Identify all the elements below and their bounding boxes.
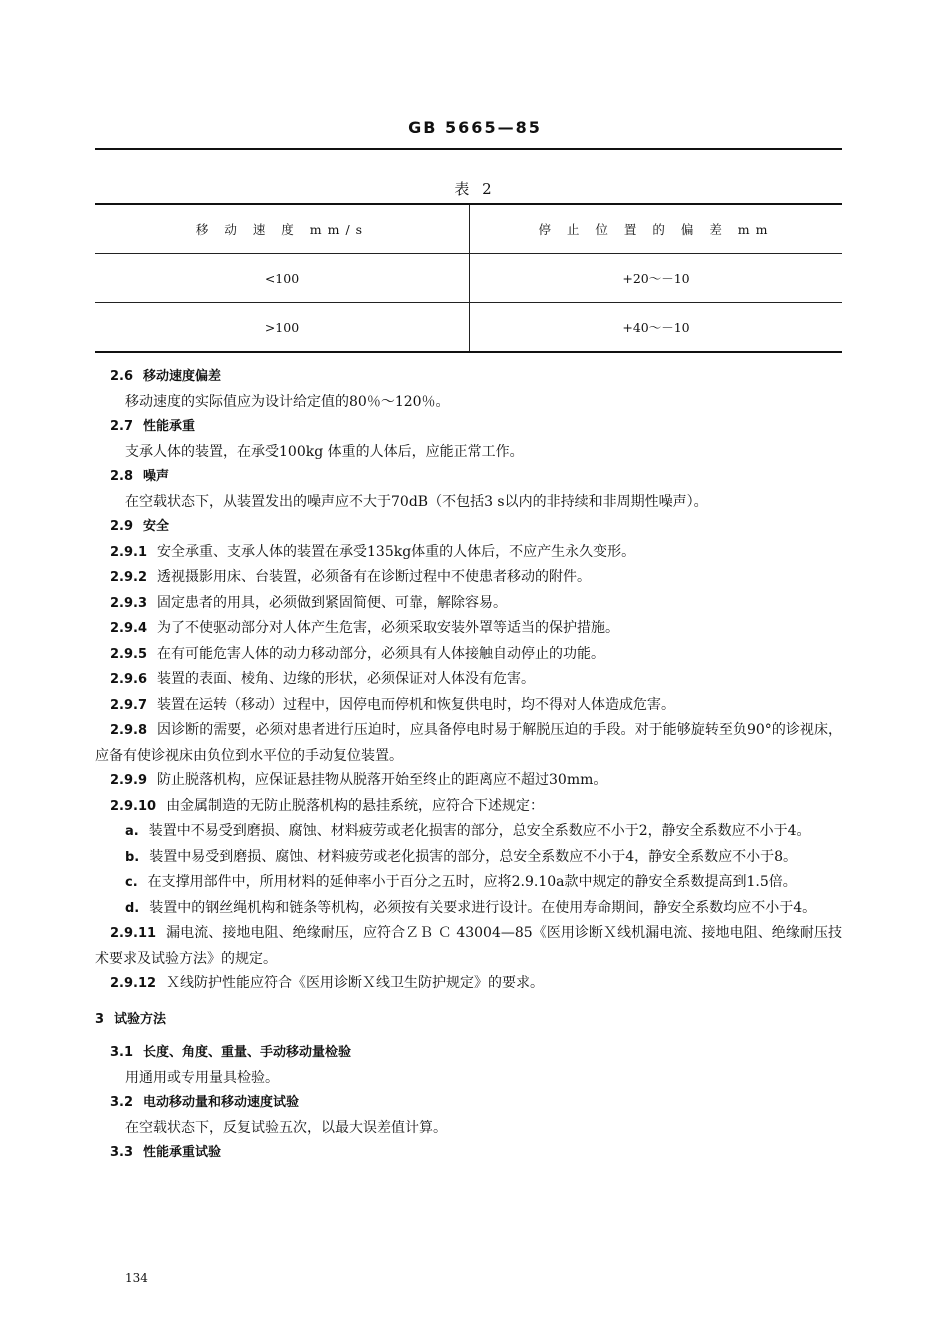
document-body	[95, 364, 842, 1166]
standard-code: GB 5665—85	[408, 118, 542, 137]
table-cell: >100	[95, 303, 470, 353]
clause-2-9-10-item-c: c. 在支撑用部件中，所用材料的延伸率小于百分之五时，应将2.9.10a款中规定的静安全系数提高到1.5倍。	[125, 874, 797, 890]
section-2-8-heading: 2.8 噪声	[110, 469, 170, 484]
section-3-3-heading: 3.3 性能承重试验	[110, 1145, 222, 1160]
clause-2-9-3: 2.9.3 固定患者的用具，必须做到紧固简便、可靠，解除容易。	[110, 594, 508, 611]
clause-2-9-7: 2.9.7 装置在运转（移动）过程中，因停电而停机和恢复供电时，均不得对人体造成危害。	[110, 696, 676, 713]
section-2-6-body: 移动速度的实际值应为设计给定值的80％～120％。	[125, 393, 450, 410]
table-cell: <100	[95, 254, 470, 303]
section-3-1-body: 用通用或专用量具检验。	[125, 1069, 279, 1086]
section-2-6-heading: 2.6 移动速度偏差	[110, 369, 222, 384]
clause-2-9-10-item-d: d. 装置中的钢丝绳机构和链条等机构，必须按有关要求进行设计。在使用寿命期间，静安全系数均应不小于4。	[125, 899, 817, 916]
table-cell: +40～－10	[622, 320, 690, 335]
table-header-row	[95, 204, 842, 254]
section-3-2-body: 在空载状态下，反复试验五次，以最大误差值计算。	[125, 1119, 447, 1136]
clause-2-9-9: 2.9.9 防止脱落机构，应保证悬挂物从脱落开始至终止的距离应不超过30mm。	[110, 772, 608, 788]
clause-2-9-11: 2.9.11 漏电流、接地电阻、绝缘耐压，应符合ＺＢ Ｃ 43004—85《医用诊断Ｘ线机漏电流、接地电阻、绝缘耐压技术要求及试验方法》的规定。	[95, 925, 842, 967]
section-3-1-heading: 3.1 长度、角度、重量、手动移动量检验	[110, 1045, 352, 1060]
section-2-7-heading: 2.7 性能承重	[110, 419, 196, 434]
page-number: 134	[125, 1271, 148, 1285]
table-row	[95, 254, 842, 303]
header-rule	[95, 148, 842, 150]
deviation-table	[95, 203, 842, 353]
section-2-7-body: 支承人体的装置，在承受100kg 体重的人体后，应能正常工作。	[125, 443, 524, 460]
column-header-deviation: 停 止 位 置 的 偏 差 mm	[538, 222, 774, 237]
column-header-speed: 移 动 速 度 mm/s	[95, 204, 470, 254]
clause-2-9-10-item-a: a. 装置中不易受到磨损、腐蚀、材料疲劳或老化损害的部分，总安全系数应不小于2，静安全系数应不小于4。	[125, 823, 811, 839]
clause-2-9-8: 2.9.8 因诊断的需要，必须对患者进行压迫时，应具备停电时易于解脱压迫的手段。对于能够旋转至负90°的诊视床，应备有使诊视床由负位到水平位的手动复位装置。	[95, 722, 842, 764]
clause-2-9-4: 2.9.4 为了不使驱动部分对人体产生危害，必须采取安装外罩等适当的保护措施。	[110, 620, 620, 636]
table-row	[95, 303, 842, 353]
clause-2-9-1: 2.9.1 安全承重、支承人体的装置在承受135kg体重的人体后，不应产生永久变形。	[110, 543, 636, 560]
clause-2-9-5: 2.9.5 在有可能危害人体的动力移动部分，必须具有人体接触自动停止的功能。	[110, 645, 606, 662]
section-2-9-heading: 2.9 安全	[110, 519, 170, 534]
clause-2-9-12: 2.9.12 Ｘ线防护性能应符合《医用诊断Ｘ线卫生防护规定》的要求。	[110, 975, 545, 991]
section-3-2-heading: 3.2 电动移动量和移动速度试验	[110, 1095, 300, 1110]
section-3-heading: 3 试验方法	[95, 1011, 167, 1027]
table-caption: 表 2	[454, 180, 496, 198]
clause-2-9-10: 2.9.10 由金属制造的无防止脱落机构的悬挂系统，应符合下述规定：	[110, 797, 545, 814]
clause-2-9-6: 2.9.6 装置的表面、棱角、边缘的形状，必须保证对人体没有危害。	[110, 671, 536, 687]
table-cell: +20～－10	[622, 271, 690, 286]
clause-2-9-10-item-b: b. 装置中易受到磨损、腐蚀、材料疲劳或老化损害的部分，总安全系数应不小于4，静安全系数应不小于8。	[125, 848, 798, 865]
section-2-8-body: 在空载状态下，从装置发出的噪声应不大于70dB（不包括3 s以内的非持续和非周期性噪声）。	[125, 493, 708, 510]
clause-2-9-2: 2.9.2 透视摄影用床、台装置，必须备有在诊断过程中不使患者移动的附件。	[110, 569, 592, 585]
